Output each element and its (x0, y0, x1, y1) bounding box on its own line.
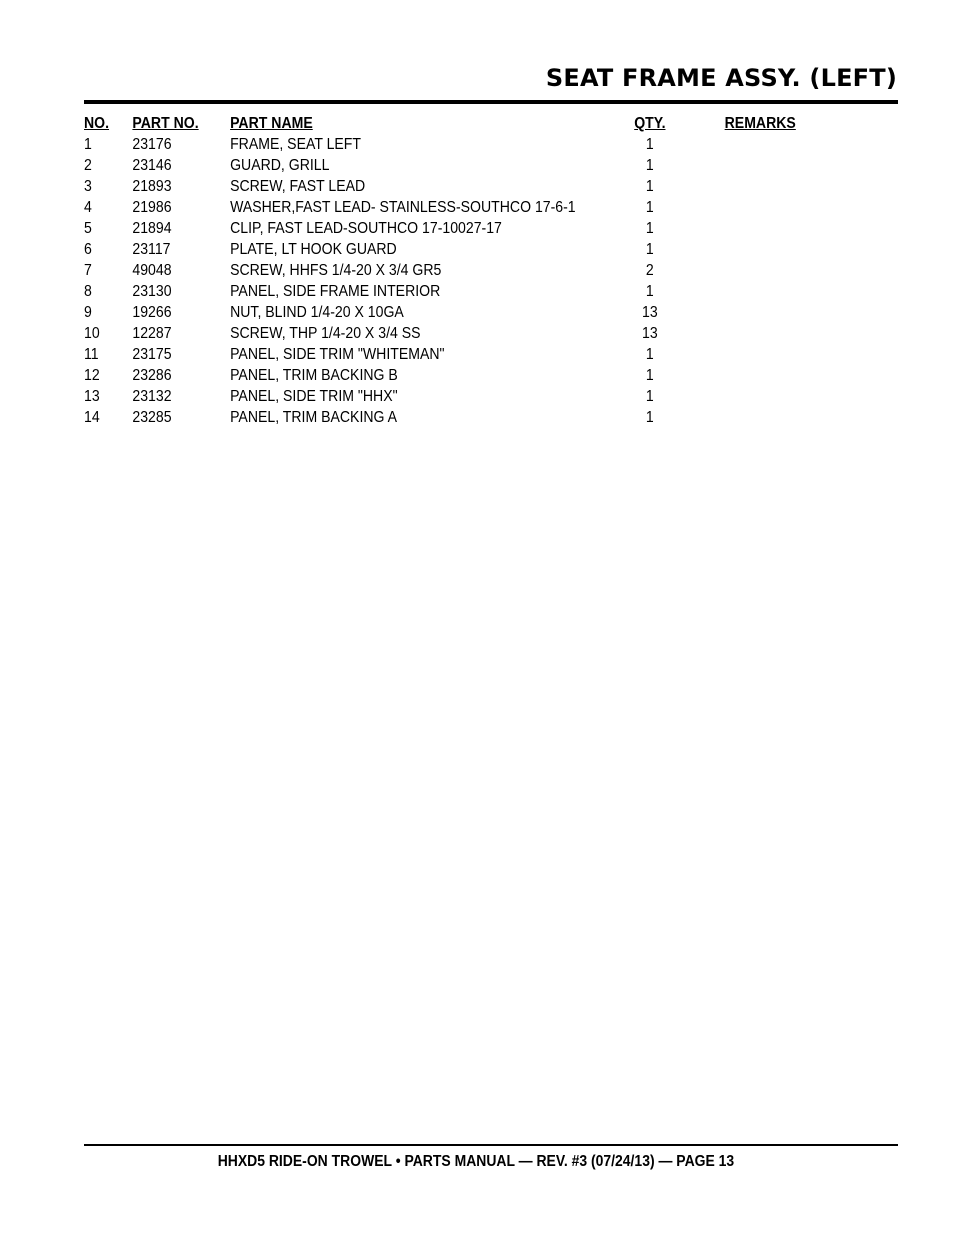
cell-part-name: GUARD, GRILL (230, 157, 330, 174)
cell-part-no: 12287 (132, 325, 172, 342)
header-part-name: PART NAME (230, 115, 313, 132)
header-no: NO. (84, 115, 110, 132)
cell-qty: 1 (645, 199, 654, 216)
cell-no: 3 (84, 178, 92, 195)
cell-part-no: 21893 (132, 178, 172, 195)
cell-part-no: 23176 (132, 136, 172, 153)
cell-part-no: 23286 (132, 367, 172, 384)
cell-part-name: PANEL, SIDE TRIM "WHITEMAN" (230, 346, 445, 363)
cell-qty: 1 (645, 367, 654, 384)
footer-text: HHXD5 RIDE-ON TROWEL • PARTS MANUAL — REV. #3 (07/24/13) — PAGE 13 (217, 1153, 735, 1170)
cell-qty: 1 (645, 178, 654, 195)
cell-qty: 1 (645, 388, 654, 405)
cell-qty: 13 (642, 325, 658, 342)
cell-part-name: WASHER,FAST LEAD- STAINLESS-SOUTHCO 17-6-1 (230, 199, 576, 216)
cell-qty: 1 (645, 346, 654, 363)
cell-part-no: 19266 (132, 304, 172, 321)
cell-qty: 1 (645, 241, 654, 258)
cell-no: 11 (84, 346, 99, 363)
title-divider (84, 100, 898, 104)
cell-qty: 1 (645, 409, 654, 426)
cell-no: 9 (84, 304, 92, 321)
cell-part-name: PANEL, SIDE TRIM "HHX" (230, 388, 398, 405)
cell-qty: 1 (645, 157, 654, 174)
cell-qty: 1 (645, 283, 654, 300)
cell-no: 6 (84, 241, 92, 258)
cell-part-no: 23117 (132, 241, 171, 258)
footer-divider (84, 1144, 898, 1146)
cell-no: 7 (84, 262, 92, 279)
page-footer (84, 1153, 898, 1171)
cell-part-name: PANEL, TRIM BACKING B (230, 367, 398, 384)
cell-no: 10 (84, 325, 100, 342)
cell-part-no: 21894 (132, 220, 172, 237)
cell-part-no: 23146 (132, 157, 172, 174)
cell-no: 8 (84, 283, 92, 300)
cell-no: 14 (84, 409, 100, 426)
cell-qty: 1 (645, 220, 654, 237)
cell-part-no: 23132 (132, 388, 172, 405)
cell-part-no: 21986 (132, 199, 172, 216)
page-title: SEAT FRAME ASSY. (LEFT) (545, 64, 897, 92)
cell-no: 2 (84, 157, 92, 174)
cell-part-no: 49048 (132, 262, 172, 279)
cell-part-name: PANEL, SIDE FRAME INTERIOR (230, 283, 441, 300)
cell-no: 4 (84, 199, 92, 216)
cell-part-name: FRAME, SEAT LEFT (230, 136, 361, 153)
cell-part-name: SCREW, FAST LEAD (230, 178, 366, 195)
cell-part-no: 23285 (132, 409, 172, 426)
header-remarks: REMARKS (724, 115, 796, 132)
cell-part-name: NUT, BLIND 1/4-20 X 10GA (230, 304, 404, 321)
cell-no: 1 (84, 136, 92, 153)
cell-qty: 1 (645, 136, 654, 153)
cell-no: 12 (84, 367, 100, 384)
cell-part-name: CLIP, FAST LEAD-SOUTHCO 17-10027-17 (230, 220, 502, 237)
cell-part-name: PLATE, LT HOOK GUARD (230, 241, 397, 258)
cell-part-name: SCREW, HHFS 1/4-20 X 3/4 GR5 (230, 262, 442, 279)
cell-part-no: 23130 (132, 283, 172, 300)
cell-qty: 13 (642, 304, 658, 321)
cell-part-name: SCREW, THP 1/4-20 X 3/4 SS (230, 325, 421, 342)
cell-no: 5 (84, 220, 92, 237)
cell-part-name: PANEL, TRIM BACKING A (230, 409, 398, 426)
header-part-no: PART NO. (132, 115, 199, 132)
header-qty: QTY. (634, 115, 666, 132)
cell-qty: 2 (645, 262, 654, 279)
cell-part-no: 23175 (132, 346, 172, 363)
cell-no: 13 (84, 388, 100, 405)
